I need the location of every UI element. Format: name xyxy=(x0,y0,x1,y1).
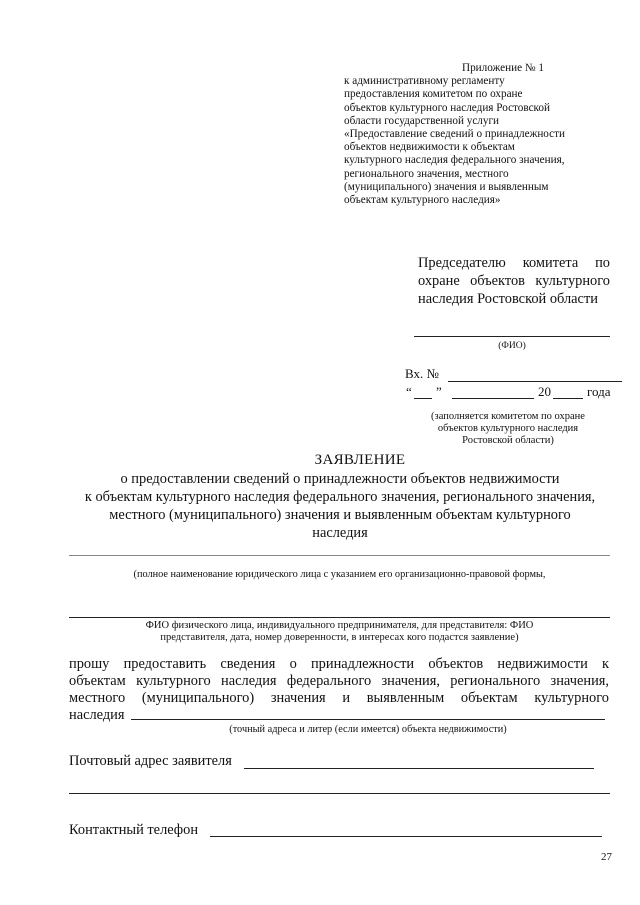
registration-note-line: (заполняется комитетом по охране xyxy=(431,411,585,422)
request-line: объектам культурного наследия федерального значения, регионального значения, xyxy=(69,673,609,689)
date-year-suffix: года xyxy=(587,384,611,399)
registration-note-line: Ростовской области) xyxy=(462,435,554,446)
incoming-number-input-line[interactable] xyxy=(448,381,622,382)
request-line: прошу предоставить сведения о принадлежности объектов недвижимости к xyxy=(69,656,609,672)
addressee-block xyxy=(418,254,610,308)
phone-label: Контактный телефон xyxy=(69,822,199,838)
appendix-line: культурного наследия федерального значения, xyxy=(344,154,565,167)
appendix-line: к административному регламенту xyxy=(344,75,505,88)
statement-subtitle-line: местного (муниципального) значения и выявленным объектам культурного xyxy=(109,507,571,523)
appendix-line: объектам культурного наследия» xyxy=(344,194,501,207)
phone-input-line[interactable] xyxy=(210,836,602,837)
request-paragraph xyxy=(69,656,609,724)
date-month-input-line[interactable] xyxy=(452,398,534,399)
date-open-quote: “ xyxy=(406,384,412,399)
incoming-number-label: Вх. № xyxy=(405,366,439,381)
statement-subtitle-line: наследия xyxy=(312,525,368,541)
page-number: 27 xyxy=(601,851,612,863)
appendix-title: Приложение № 1 xyxy=(462,62,544,74)
addressee-line: охране объектов культурного xyxy=(418,273,610,289)
legal-entity-caption: (полное наименование юридического лица с указанием его организационно-правовой формы, xyxy=(133,569,546,580)
date-close-quote: ” xyxy=(436,384,442,399)
statement-title: ЗАЯВЛЕНИЕ xyxy=(314,452,406,468)
addressee-line: Председателю комитета по xyxy=(418,255,610,271)
individual-input-line[interactable] xyxy=(69,617,610,618)
appendix-line: предоставления комитетом по охране xyxy=(344,88,523,101)
appendix-block xyxy=(344,62,634,207)
postal-address-second-line[interactable] xyxy=(69,793,610,794)
date-year-input-line[interactable] xyxy=(553,398,583,399)
postal-address-label: Почтовый адрес заявителя xyxy=(69,753,232,769)
legal-entity-input-line[interactable] xyxy=(69,555,610,556)
postal-address-input-line[interactable] xyxy=(244,768,594,769)
request-last-word: наследия xyxy=(69,707,125,723)
statement-subtitle xyxy=(66,470,614,542)
statement-subtitle-line: к объектам культурного наследия федерального значения, регионального значения, xyxy=(84,489,596,505)
individual-caption-line: представителя, дата, номер доверенности, в интересах кого подастся заявление) xyxy=(160,632,519,643)
object-address-input-line[interactable] xyxy=(131,719,605,720)
registration-note xyxy=(406,411,610,447)
appendix-line: области государственной услуги xyxy=(344,114,500,127)
fio-input-line[interactable] xyxy=(414,336,610,337)
individual-caption-line: ФИО физического лица, индивидуального предпринимателя, для представителя: ФИО xyxy=(145,620,534,631)
appendix-line: объектов культурного наследия Ростовской xyxy=(344,101,550,114)
date-year-prefix: 20 xyxy=(538,384,551,399)
statement-subtitle-line: о предоставлении сведений о принадлежности объектов недвижимости xyxy=(120,471,560,487)
request-last-line xyxy=(69,707,609,724)
appendix-line: регионального значения, местного xyxy=(344,167,509,180)
addressee-line: наследия Ростовской области xyxy=(418,291,598,307)
registration-note-line: объектов культурного наследия xyxy=(437,423,579,434)
request-line: местного (муниципального) значения и выявленным объектам культурного xyxy=(69,690,609,706)
date-day-input-line[interactable] xyxy=(414,398,432,399)
object-address-caption: (точный адреса и литер (если имеется) объекта недвижимости) xyxy=(229,724,507,735)
fio-caption: (ФИО) xyxy=(498,341,526,351)
appendix-line: «Предоставление сведений о принадлежности xyxy=(344,128,566,141)
individual-caption xyxy=(69,620,610,644)
appendix-line: (муниципального) значения и выявленным xyxy=(344,180,549,193)
appendix-line: объектов недвижимости к объектам xyxy=(344,141,515,154)
